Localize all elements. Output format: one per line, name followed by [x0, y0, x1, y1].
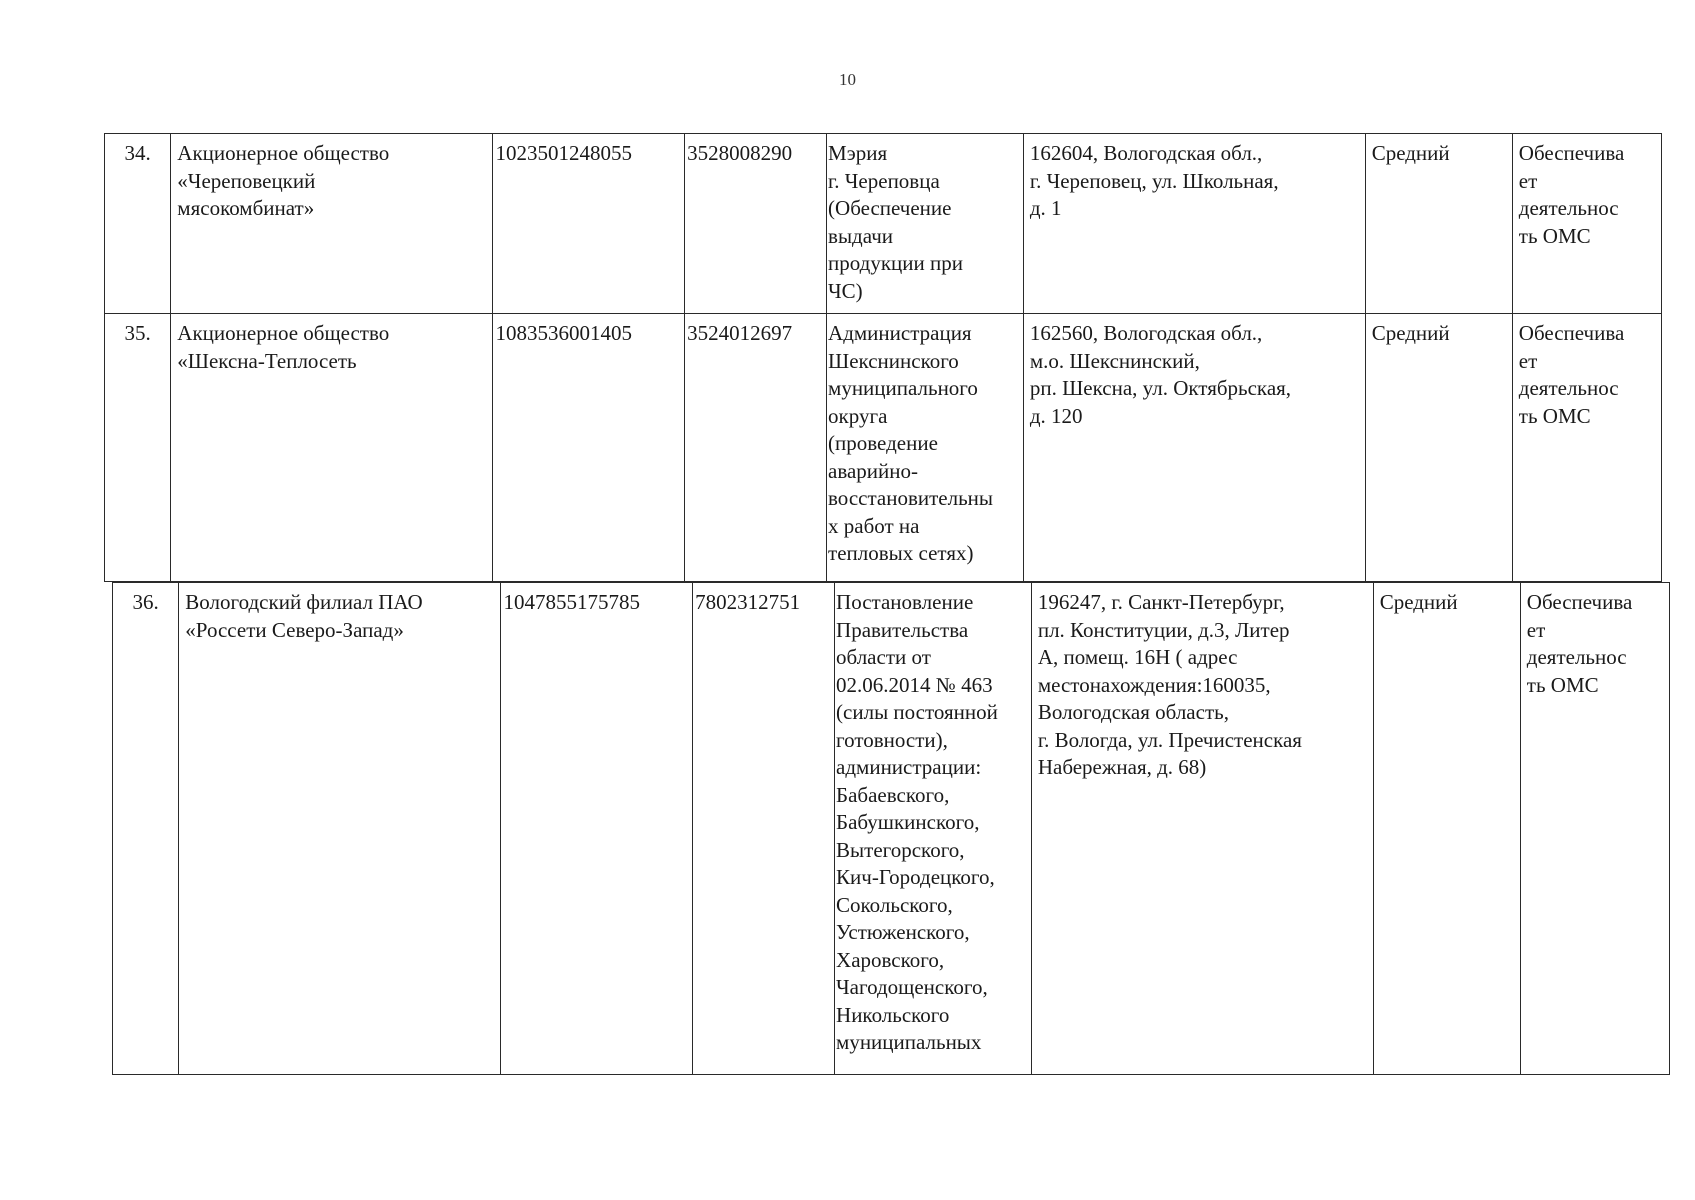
- registry-table-part-2: [104, 313, 1662, 582]
- registry-table-part-1: [104, 133, 1662, 314]
- organization-name: Акционерное общество «Шексна-Теплосеть: [171, 314, 493, 582]
- row-number: 35.: [105, 314, 171, 582]
- address-cell: 196247, г. Санкт-Петербург, пл. Конституции, д.3, Литер А, помещ. 16Н ( адрес местонахождения:160035, Вологодская область, г. Вологда, ул. Пречистенская Набережная, д. 68): [1031, 583, 1373, 1075]
- organization-name: Вологодский филиал ПАО «Россети Северо-Запад»: [179, 583, 501, 1075]
- row-number: 36.: [113, 583, 179, 1075]
- basis-cell: Мэрия г. Череповца (Обеспечение выдачи продукции при ЧС): [827, 134, 1024, 314]
- level-cell: Средний: [1373, 583, 1520, 1075]
- inn-cell: 3528008290: [685, 134, 827, 314]
- table-row: [105, 314, 1662, 582]
- function-cell: Обеспечива ет деятельнос ть ОМС: [1520, 583, 1669, 1075]
- organization-name: Акционерное общество «Череповецкий мясокомбинат»: [171, 134, 493, 314]
- inn-cell: 3524012697: [685, 314, 827, 582]
- basis-cell: Администрация Шекснинского муниципального округа (проведение аварийно- восстановительны х работ на тепловых сетях): [827, 314, 1024, 582]
- table-row: [113, 583, 1670, 1075]
- function-cell: Обеспечива ет деятельнос ть ОМС: [1512, 314, 1661, 582]
- table-row: [105, 134, 1662, 314]
- page-number: 10: [839, 70, 856, 89]
- basis-cell: Постановление Правительства области от 02.06.2014 № 463 (силы постоянной готовности), администрации: Бабаевского, Бабушкинского, Вытегорского, Кич-Городецкого, Сокольского, Устюженского, Харовского, Чагодощенского, Никольского муниципальных: [835, 583, 1032, 1075]
- ogrn-cell: 1023501248055: [493, 134, 685, 314]
- address-cell: 162604, Вологодская обл., г. Череповец, ул. Школьная, д. 1: [1023, 134, 1365, 314]
- inn-cell: 7802312751: [693, 583, 835, 1075]
- level-cell: Средний: [1365, 134, 1512, 314]
- level-cell: Средний: [1365, 314, 1512, 582]
- address-cell: 162560, Вологодская обл., м.о. Шекснинский, рп. Шексна, ул. Октябрьская, д. 120: [1023, 314, 1365, 582]
- function-cell: Обеспечива ет деятельнос ть ОМС: [1512, 134, 1661, 314]
- row-number: 34.: [105, 134, 171, 314]
- ogrn-cell: 1047855175785: [501, 583, 693, 1075]
- registry-table-part-3: [112, 582, 1670, 1075]
- ogrn-cell: 1083536001405: [493, 314, 685, 582]
